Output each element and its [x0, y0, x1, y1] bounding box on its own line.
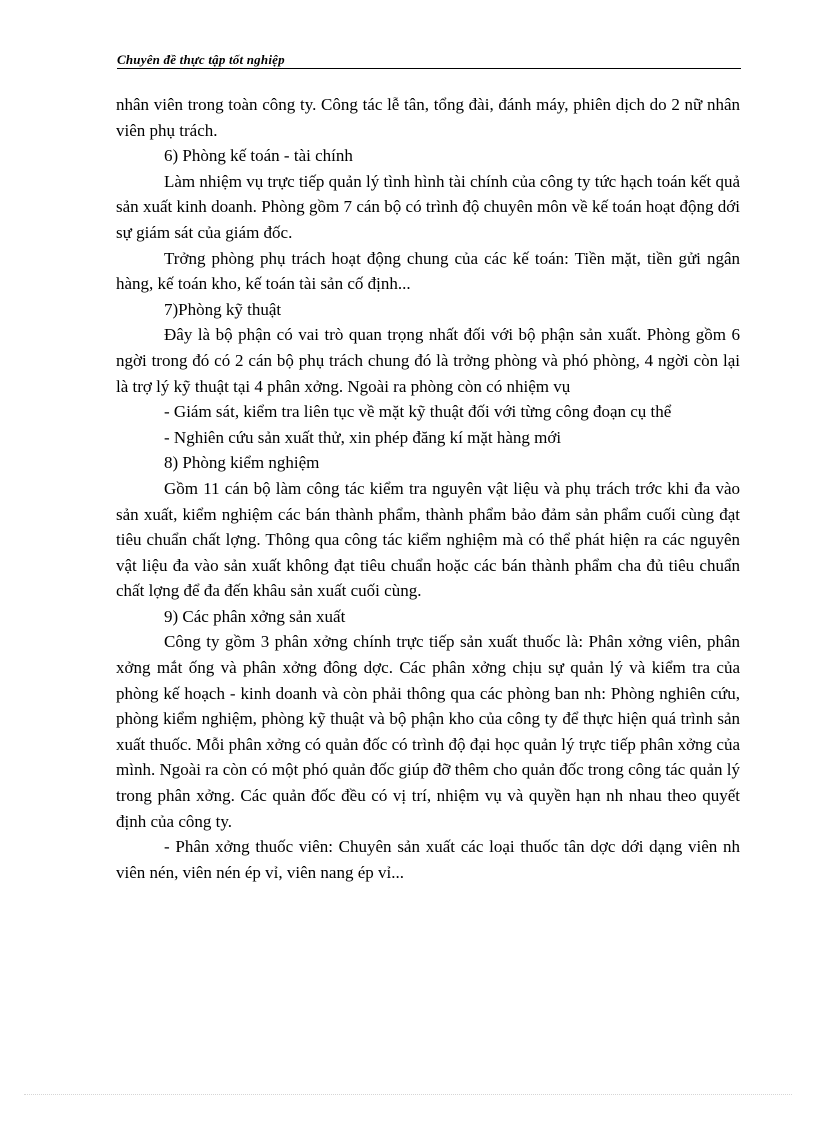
paragraph-staff-continuation: nhân viên trong toàn công ty. Công tác lễ tân, tổng đài, đánh máy, phiên dịch do 2 nữ nhân viên phụ trách.: [116, 95, 740, 140]
document-body: [116, 92, 740, 885]
list-item-supervision: - Giám sát, kiểm tra liên tục về mặt kỹ thuật đối với từng công đoạn cụ thể: [164, 402, 672, 422]
heading-testing-department: 8) Phòng kiểm nghiệm: [164, 453, 320, 473]
page-bottom-divider: [24, 1094, 792, 1095]
page-header: [117, 50, 741, 69]
heading-production-workshops: 9) Các phân xởng sản xuất: [164, 606, 346, 626]
list-item-tablet-workshop: - Phân xởng thuốc viên: Chuyên sản xuất các loại thuốc tân dợc dới dạng viên nh viên nén, viên nén ép vỉ, viên nang ép vỉ...: [116, 837, 740, 882]
heading-accounting-department: 6) Phòng kế toán - tài chính: [164, 146, 353, 166]
paragraph-workshops-overview: Công ty gồm 3 phân xởng chính trực tiếp sản xuất thuốc là: Phân xởng viên, phân xởng mắt ống và phân xởng đông dợc. Các phân xởng chịu sự quản lý và kiểm tra của phòng kế hoạch - kinh doanh và còn phải thông qua các phòng ban nh: Phòng nghiên cứu, phòng kiểm nghiệm, phòng kỹ thuật và bộ phận kho của công ty để thực hiện quá trình sản xuất thuốc. Mỗi phân xởng có quản đốc có trình độ đại học quản lý trực tiếp phân xởng của mình. Ngoài ra còn có một phó quản đốc giúp đỡ thêm cho quản đốc trong công tác quản lý trong phân xởng. Các quản đốc đều có vị trí, nhiệm vụ và quyền hạn nh nhau theo quyết định của công ty.: [116, 632, 740, 831]
paragraph-accounting-duties: Làm nhiệm vụ trực tiếp quản lý tình hình tài chính của công ty tức hạch toán kết quả sản xuất kinh doanh. Phòng gồm 7 cán bộ có trình độ chuyên môn về kế toán hoạt động dới sự giám sát của giám đốc.: [116, 171, 740, 242]
list-item-research: - Nghiên cứu sản xuất thử, xin phép đăng kí mặt hàng mới: [164, 427, 562, 447]
header-title: Chuyên đề thực tập tốt nghiệp: [117, 52, 285, 67]
heading-technical-department: 7)Phòng kỹ thuật: [164, 299, 282, 319]
paragraph-accounting-head: Trởng phòng phụ trách hoạt động chung của các kế toán: Tiền mặt, tiền gửi ngân hàng, kế toán kho, kế toán tài sản cố định...: [116, 248, 740, 294]
paragraph-technical-role: Đây là bộ phận có vai trò quan trọng nhất đối với bộ phận sản xuất. Phòng gồm 6 ngời trong đó có 2 cán bộ phụ trách chung đó là trởng phòng và phó phòng, 4 ngời còn lại là trợ lý kỹ thuật tại 4 phân xởng. Ngoài ra phòng còn có nhiệm vụ: [116, 325, 740, 396]
paragraph-testing-duties: Gồm 11 cán bộ làm công tác kiểm tra nguyên vật liệu và phụ trách trớc khi đa vào sản xuất, kiểm nghiệm các bán thành phẩm, thành phẩm bảo đảm sản phẩm cuối cùng đạt tiêu chuẩn chất lợng. Thông qua công tác kiểm nghiệm mà có thể phát hiện ra các nguyên vật liệu đa vào sản xuất không đạt tiêu chuẩn hoặc các bán thành phẩm cha đủ tiêu chuẩn chất lợng để đa đến khâu sản xuất cuối cùng.: [116, 478, 740, 601]
